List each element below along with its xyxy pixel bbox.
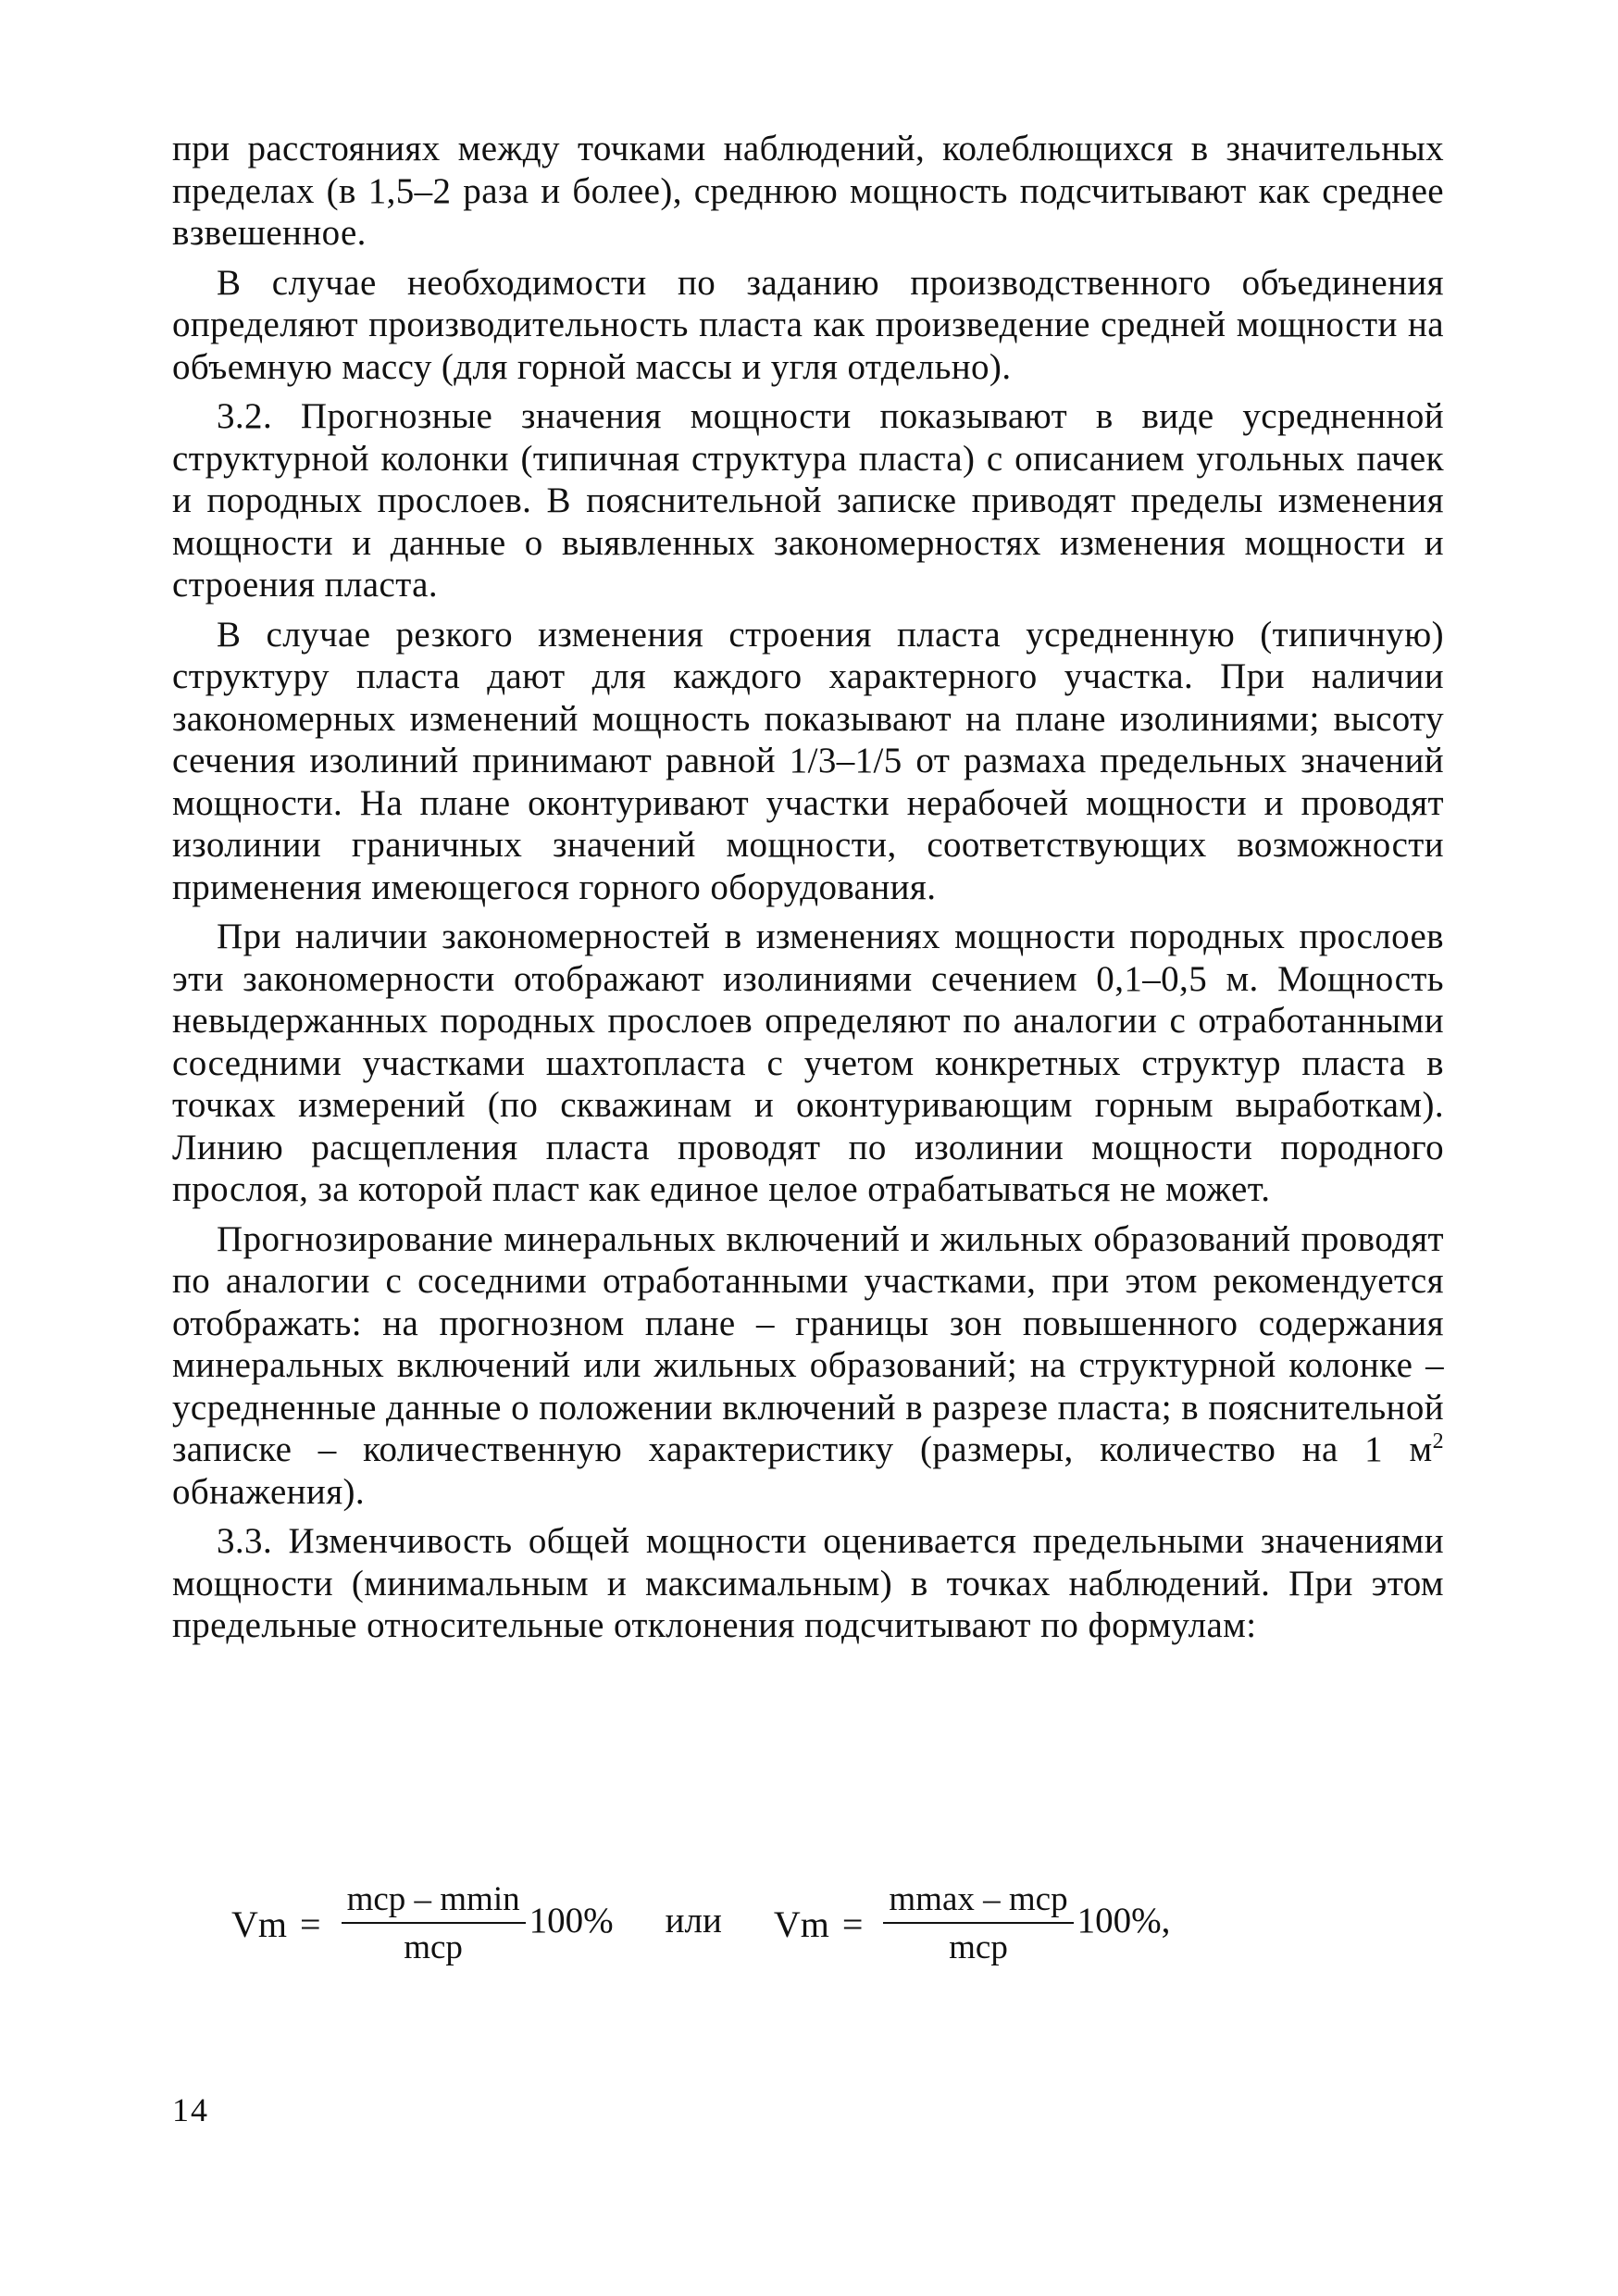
- deviation-formula: [231, 1868, 1425, 1979]
- paragraph-productivity: В случае необходимости по заданию производственного объединения определяют производительность пласта как произведение средней мощности на объемную массу (для горной массы и угля отдельно).: [172, 262, 1444, 387]
- page-number: 14: [172, 2091, 209, 2128]
- paragraph-interlayers: При наличии закономерностей в изменениях мощности породных прослоев эти закономерности отображают изолиниями сечением 0,1–0,5 м. Мощность невыдержанных породных прослоев определяют по аналогии с отработанными соседними участками шахтопласта с учетом конкретных структур пласта в точках измерений (по скважинам и оконтуривающим горным выработкам). Линию расщепления пласта проводят по изолинии мощности породного прослоя, за которой пласт как единое целое отрабатываться не может.: [172, 917, 1444, 1209]
- superscript-2: 2: [1432, 1429, 1444, 1454]
- fraction-1: [342, 1879, 526, 1968]
- formula-lhs-1: Vm: [231, 1903, 287, 1945]
- formula-percent-2: 100%,: [1077, 1900, 1171, 1940]
- paragraph-continuation: при расстояниях между точками наблюдений, колеблющихся в значительных пределах (в 1,5–2 раза и более), среднюю мощность подсчитывают как среднее взвешенное.: [172, 129, 1444, 253]
- fraction-2-denominator: mcp: [949, 1928, 1008, 1966]
- paragraph-structure-change: В случае резкого изменения строения пласта усредненную (типичную) структуру пласта дают для каждого характерного участка. При наличии закономерных изменений мощность показывают на плане изолиниями; высоту сечения изолиний принимают равной 1/3–1/5 от размаха предельных значений мощности. На плане оконтуривают участки нерабочей мощности и проводят изолинии граничных значений мощности, соответствующих возможности применения имеющегося горного оборудования.: [172, 614, 1444, 907]
- formula-lhs-2: Vm: [773, 1903, 829, 1945]
- fraction-2-numerator: mmax – mcp: [883, 1879, 1073, 1924]
- paragraph-section-3-3: 3.3. Изменчивость общей мощности оценивается предельными значениями мощности (минимальным и максимальным) в точках наблюдений. При этом предельные относительные отклонения подсчитывают по формулам:: [172, 1521, 1444, 1645]
- paragraph-mineral-tail: обнажения).: [172, 1471, 366, 1512]
- paragraph-section-3-2: 3.2. Прогнозные значения мощности показывают в виде усредненной структурной колонки (типичная структура пласта) с описанием угольных пачек и породных прослоев. В пояснительной записке приводят пределы изменения мощности и данные о выявленных закономерностях изменения мощности и строения пласта.: [172, 396, 1444, 605]
- paragraph-mineral-text: Прогнозирование минеральных включений и жильных образований проводят по аналогии с соседними отработанными участками, при этом рекомендуется отображать: на прогнозном плане – границы зон повышенного содержания минеральных включений или жильных образований; на структурной колонке – усредненные данные о положении включений в разрезе пласта; в пояснительной записке – количественную характеристику (размеры, количество на 1 м: [172, 1218, 1444, 1469]
- fraction-2: [883, 1879, 1073, 1968]
- formula-equals-1: =: [300, 1903, 321, 1945]
- paragraph-mineral-inclusions: [172, 1218, 1444, 1514]
- formula-percent-1: 100%: [529, 1900, 614, 1940]
- fraction-1-numerator: mcp – mmin: [342, 1879, 526, 1924]
- fraction-1-denominator: mcp: [404, 1928, 463, 1966]
- formula-equals-2: =: [841, 1903, 864, 1945]
- body-text: [172, 128, 1444, 1654]
- formula-or: или: [665, 1900, 722, 1940]
